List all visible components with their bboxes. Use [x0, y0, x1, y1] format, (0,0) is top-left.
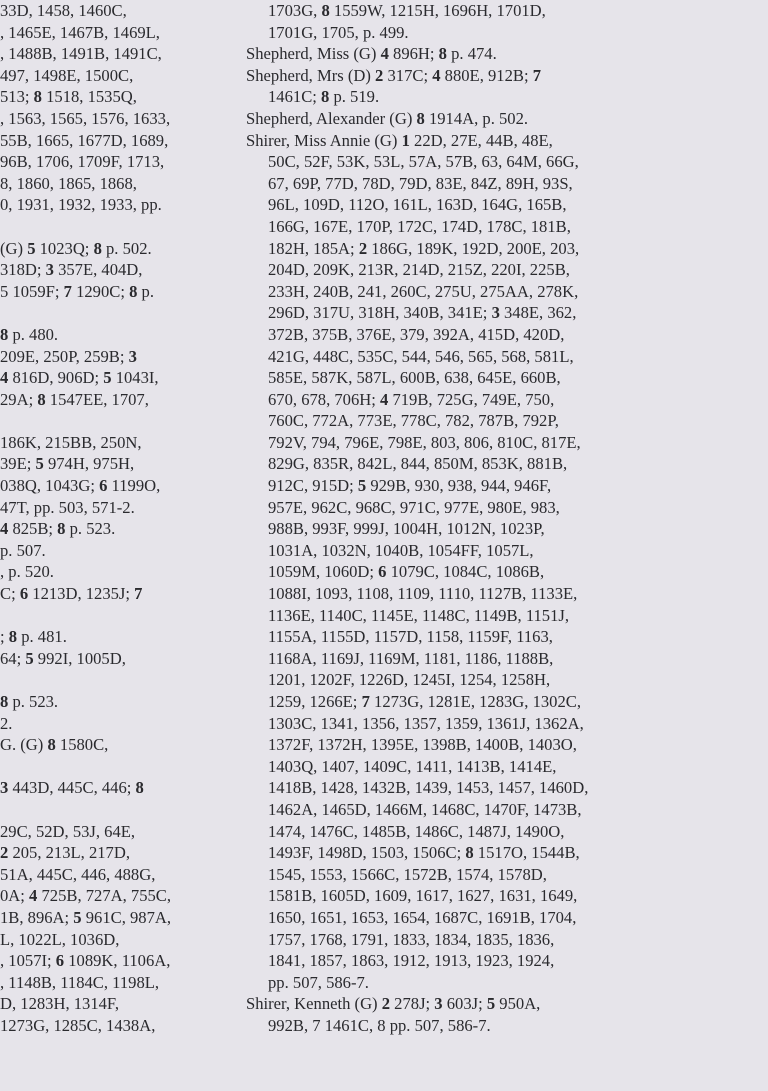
volume-number: 8 — [0, 324, 9, 344]
index-text: 318D; — [0, 260, 46, 280]
index-text: 0A; — [0, 886, 30, 906]
index-text: 1089K, 1106A, — [64, 951, 171, 971]
index-text: 1545, 1553, 1566C, 1572B, 1574, 1578D, — [268, 864, 547, 884]
index-text: 1757, 1768, 1791, 1833, 1834, 1835, 1836, — [268, 929, 555, 949]
volume-number: 5 — [35, 454, 44, 474]
index-entry-heading — [246, 130, 766, 152]
index-text: 1136E, 1140C, 1145E, 1148C, 1149B, 1151J, — [268, 605, 569, 625]
index-text: , 1465E, 1467B, 1469L, — [0, 22, 160, 42]
index-text: 0, 1931, 1932, 1933, pp. — [0, 195, 162, 215]
index-text: 1043I, — [111, 368, 159, 388]
volume-number: 8 — [33, 87, 42, 107]
index-entry-continuation — [246, 475, 766, 497]
index-line — [0, 950, 232, 972]
index-entry-continuation — [246, 518, 766, 540]
index-entry-continuation — [246, 1015, 766, 1037]
volume-number: 8 — [57, 519, 66, 539]
index-entry-continuation — [246, 151, 766, 173]
index-text: 1168A, 1169J, 1169M, 1181, 1186, 1188B, — [268, 648, 554, 668]
index-line — [0, 324, 232, 346]
index-entry-continuation — [246, 238, 766, 260]
index-text: 421G, 448C, 535C, 544, 546, 565, 568, 581L, — [268, 346, 574, 366]
volume-number: 6 — [99, 476, 108, 496]
index-text: G. (G) — [0, 735, 48, 755]
index-text: 296D, 317U, 318H, 340B, 341E; — [268, 303, 492, 323]
index-text: (G) — [0, 238, 28, 258]
volume-number: 6 — [19, 584, 29, 604]
index-text: 1841, 1857, 1863, 1912, 1913, 1923, 1924, — [268, 951, 555, 971]
index-text: 1650, 1651, 1653, 1654, 1687C, 1691B, 1704, — [268, 907, 577, 927]
index-text: , p. 520. — [0, 562, 54, 582]
index-text: 513; — [0, 87, 34, 107]
index-text: pp. 507, 586-7. — [268, 972, 369, 992]
index-line — [0, 799, 232, 821]
volume-number: 8 — [8, 627, 18, 647]
volume-number: 5 — [357, 476, 367, 496]
index-entry-continuation — [246, 929, 766, 951]
index-text: 1079C, 1084C, 1086B, — [386, 562, 545, 582]
index-text: 1701G, 1705, p. 499. — [268, 22, 409, 42]
index-text: , 1488B, 1491B, 1491C, — [0, 44, 162, 64]
index-text: p. 507. — [0, 540, 46, 560]
index-text: 1B, 896A; — [0, 907, 74, 927]
index-entry-continuation — [246, 497, 766, 519]
volume-number: 4 — [29, 886, 38, 906]
index-entry-continuation — [246, 648, 766, 670]
index-line — [0, 842, 232, 864]
index-entry-heading — [246, 43, 766, 65]
index-entry-continuation — [246, 194, 766, 216]
index-entry-continuation — [246, 561, 766, 583]
index-text: 5 — [0, 281, 9, 301]
index-text: 670, 678, 706H; — [268, 389, 381, 409]
index-entry-continuation — [246, 86, 766, 108]
index-line — [0, 864, 232, 886]
index-entry-continuation — [246, 540, 766, 562]
index-text: 1559W, 1215H, 1696H, 1701D, — [329, 1, 546, 20]
index-text: 1290C; — [71, 281, 130, 301]
index-entry-continuation — [246, 713, 766, 735]
index-line — [0, 43, 232, 65]
index-text: 233H, 240B, 241, 260C, 275U, 275AA, 278K, — [268, 281, 579, 301]
index-entry-continuation — [246, 950, 766, 972]
index-text: 55B, 1665, 1677D, 1689, — [0, 130, 169, 150]
index-text: 816D, 906D; — [8, 368, 104, 388]
index-text: 1088I, 1093, 1108, 1109, 1110, 1127B, 1133E, — [268, 584, 578, 604]
index-line — [0, 1015, 232, 1037]
index-line — [0, 389, 232, 411]
index-text: 1461C; — [268, 87, 322, 107]
index-text: 1547EE, 1707, — [45, 389, 149, 409]
index-text: p. 474. — [446, 44, 497, 64]
index-text: 1580C, — [55, 735, 109, 755]
volume-number: 4 — [0, 368, 9, 388]
index-text: 29C, 52D, 53J, 64E, — [0, 821, 136, 841]
index-text: ; — [0, 627, 9, 647]
index-text: 29A; — [0, 389, 38, 409]
index-line — [0, 561, 232, 583]
index-text: 896H; — [388, 44, 439, 64]
index-text: Shirer, Kenneth (G) — [246, 994, 382, 1014]
index-line — [0, 367, 232, 389]
index-text: Shirer, Miss Annie (G) — [246, 130, 402, 150]
index-text: 205, 213L, 217D, — [8, 843, 130, 863]
index-text: 51A, 445C, 446, 488G, — [0, 864, 156, 884]
index-entry-continuation — [246, 281, 766, 303]
volume-number: 8 — [135, 778, 144, 798]
index-text: 278J; — [390, 994, 435, 1014]
index-entry-continuation — [246, 259, 766, 281]
index-text: 829G, 835R, 842L, 844, 850M, 853K, 881B, — [268, 454, 568, 474]
volume-number: 2 — [381, 994, 391, 1014]
index-text: 497, 1498E, 1500C, — [0, 65, 134, 85]
index-text: p. 480. — [8, 324, 59, 344]
index-entry-continuation — [246, 324, 766, 346]
index-entry-continuation — [246, 756, 766, 778]
index-text: 825B; — [8, 519, 58, 539]
index-text: 1703G, — [268, 1, 322, 20]
index-line — [0, 497, 232, 519]
index-entry-continuation — [246, 885, 766, 907]
index-text: 1031A, 1032N, 1040B, 1054FF, 1057L, — [268, 540, 534, 560]
index-text: 992I, 1005D, — [33, 648, 126, 668]
volume-number: 4 — [380, 44, 389, 64]
index-column-right — [246, 0, 766, 1037]
index-text: p. 523. — [8, 692, 59, 711]
index-text: 603J; — [442, 994, 487, 1014]
volume-number: 8 — [416, 108, 425, 128]
index-line — [0, 194, 232, 216]
index-text: 96L, 109D, 112O, 161L, 163D, 164G, 165B, — [268, 195, 567, 215]
index-text: 1273G, 1285C, 1438A, — [0, 1015, 156, 1035]
index-text: 50C, 52F, 53K, 53L, 57A, 57B, 63, 64M, 66G, — [268, 152, 579, 172]
index-line — [0, 65, 232, 87]
index-entry-continuation — [246, 22, 766, 44]
index-text: 1462A, 1465D, 1466M, 1468C, 1470F, 1473B, — [268, 799, 582, 819]
index-text: 988B, 993F, 999J, 1004H, 1012N, 1023P, — [268, 519, 545, 539]
volume-number: 4 — [432, 65, 441, 85]
index-line — [0, 540, 232, 562]
index-text: Shepherd, Alexander (G) — [246, 108, 417, 128]
index-text: p. 523. — [65, 519, 116, 539]
index-text: 39E; — [0, 454, 36, 474]
index-line — [0, 713, 232, 735]
index-text: 1273G, 1281E, 1283G, 1302C, — [369, 692, 581, 711]
index-text: 929B, 930, 938, 944, 946F, — [366, 476, 552, 496]
index-entry-continuation — [246, 410, 766, 432]
index-line — [0, 108, 232, 130]
index-entry-continuation — [246, 389, 766, 411]
volume-number: 8 — [321, 1, 330, 20]
volume-number: 8 — [37, 389, 46, 409]
volume-number: 5 — [73, 907, 82, 927]
index-line — [0, 432, 232, 454]
index-line — [0, 259, 232, 281]
volume-number: 3 — [0, 778, 9, 798]
index-line — [0, 410, 232, 432]
volume-number: 7 — [532, 65, 542, 85]
index-text: 961C, 987A, — [81, 907, 172, 927]
volume-number: 5 — [486, 994, 496, 1014]
index-line — [0, 130, 232, 152]
index-text: Shepherd, Miss (G) — [246, 44, 381, 64]
index-text: 357E, 404D, — [53, 260, 143, 280]
index-text: 67, 69P, 77D, 78D, 79D, 83E, 84Z, 89H, 93S, — [268, 173, 573, 193]
index-text: p. 519. — [329, 87, 380, 107]
index-entry-continuation — [246, 583, 766, 605]
index-text: 166G, 167E, 170P, 172C, 174D, 178C, 181B, — [268, 216, 571, 236]
index-line — [0, 281, 232, 303]
index-text: 1518, 1535Q, — [41, 87, 137, 107]
index-text: 1059F; — [8, 281, 64, 301]
volume-number: 5 — [25, 648, 34, 668]
index-text: , 1148B, 1184C, 1198L, — [0, 972, 160, 992]
volume-number: 4 — [380, 389, 389, 409]
index-text: 1372F, 1372H, 1395E, 1398B, 1400B, 1403O, — [268, 735, 577, 755]
index-text: 950A, — [495, 994, 541, 1014]
index-text: 1493F, 1498D, 1503, 1506C; — [268, 843, 466, 863]
volume-number: 2 — [358, 238, 368, 258]
index-entry-continuation — [246, 821, 766, 843]
index-text: 348E, 362, — [499, 303, 577, 323]
index-entry-continuation — [246, 346, 766, 368]
volume-number: 6 — [378, 562, 387, 582]
volume-number: 3 — [434, 994, 443, 1014]
index-entry-continuation — [246, 669, 766, 691]
volume-number: 7 — [63, 281, 72, 301]
volume-number: 8 — [93, 238, 102, 258]
index-text: 725B, 727A, 755C, — [37, 886, 172, 906]
index-line — [0, 518, 232, 540]
index-text: 1474, 1476C, 1485B, 1486C, 1487J, 1490O, — [268, 821, 565, 841]
index-line — [0, 216, 232, 238]
volume-number: 3 — [491, 303, 500, 323]
volume-number: 7 — [361, 692, 370, 711]
index-line — [0, 22, 232, 44]
index-entry-heading — [246, 65, 766, 87]
index-entry-continuation — [246, 777, 766, 799]
volume-number: 8 — [47, 735, 56, 755]
index-text: p. 502. — [101, 238, 152, 258]
volume-number: 8 — [0, 692, 9, 711]
index-line — [0, 346, 232, 368]
index-entry-heading — [246, 993, 766, 1015]
index-text: L, 1022L, 1036D, — [0, 929, 120, 949]
index-text: p. 481. — [17, 627, 67, 647]
index-line — [0, 734, 232, 756]
index-text: 1303C, 1341, 1356, 1357, 1359, 1361J, 1362A, — [268, 713, 584, 733]
index-text: 1059M, 1060D; — [268, 562, 379, 582]
index-text: 760C, 772A, 773E, 778C, 782, 787B, 792P, — [268, 411, 559, 431]
volume-number: 8 — [438, 44, 447, 64]
volume-number: 5 — [27, 238, 36, 258]
index-entry-continuation — [246, 907, 766, 929]
index-text: p. — [137, 281, 154, 301]
index-line — [0, 993, 232, 1015]
index-text: , 1563, 1565, 1576, 1633, — [0, 108, 171, 128]
index-text: 992B, 7 1461C, 8 pp. 507, 586-7. — [268, 1015, 491, 1035]
index-line — [0, 756, 232, 778]
index-entry-continuation — [246, 734, 766, 756]
index-entry-continuation — [246, 216, 766, 238]
index-line — [0, 907, 232, 929]
index-text: 792V, 794, 796E, 798E, 803, 806, 810C, 817E, — [268, 432, 581, 452]
index-line — [0, 691, 232, 713]
index-line — [0, 151, 232, 173]
index-line — [0, 302, 232, 324]
index-text: 038Q, 1043G; — [0, 476, 100, 496]
index-text: 443D, 445C, 446; — [8, 778, 136, 798]
index-entry-continuation — [246, 173, 766, 195]
volume-number: 8 — [465, 843, 474, 863]
index-line — [0, 626, 232, 648]
volume-number: 3 — [128, 346, 137, 366]
index-text: 204D, 209K, 213R, 214D, 215Z, 220I, 225B, — [268, 260, 570, 280]
index-text: 1201, 1202F, 1226D, 1245I, 1254, 1258H, — [268, 670, 551, 690]
volume-number: 2 — [375, 65, 384, 85]
index-entry-continuation — [246, 367, 766, 389]
index-line — [0, 972, 232, 994]
index-entry-continuation — [246, 626, 766, 648]
index-line — [0, 648, 232, 670]
index-text: 64; — [0, 648, 26, 668]
index-text: 1403Q, 1407, 1409C, 1411, 1413B, 1414E, — [268, 756, 557, 776]
index-text: 186G, 189K, 192D, 200E, 203, — [367, 238, 580, 258]
index-text: 585E, 587K, 587L, 600B, 638, 645E, 660B, — [268, 368, 561, 388]
index-text: 209E, 250P, 259B; — [0, 346, 129, 366]
index-column-left — [0, 0, 232, 1037]
index-entry-continuation — [246, 432, 766, 454]
index-entry-continuation — [246, 864, 766, 886]
index-text: 317C; — [383, 65, 433, 85]
volume-number: 2 — [0, 843, 9, 863]
index-line — [0, 0, 232, 22]
index-line — [0, 238, 232, 260]
index-text: 1259, 1266E; — [268, 692, 362, 711]
index-text: 1581B, 1605D, 1609, 1617, 1627, 1631, 1649, — [268, 886, 578, 906]
index-line — [0, 669, 232, 691]
volume-number: 6 — [55, 951, 65, 971]
index-text: Shepherd, Mrs (D) — [246, 65, 376, 85]
volume-number: 8 — [129, 281, 138, 301]
index-line — [0, 453, 232, 475]
index-text: 372B, 375B, 376E, 379, 392A, 415D, 420D, — [268, 324, 565, 344]
index-text: 719B, 725G, 749E, 750, — [388, 389, 555, 409]
index-text: 1023Q; — [35, 238, 94, 258]
index-text: 957E, 962C, 968C, 971C, 977E, 980E, 983, — [268, 497, 560, 517]
index-line — [0, 583, 232, 605]
volume-number: 8 — [321, 87, 330, 107]
index-text: 2. — [0, 713, 13, 733]
volume-number: 1 — [401, 130, 410, 150]
index-entry-continuation — [246, 0, 766, 22]
volume-number: 5 — [103, 368, 112, 388]
index-entry-continuation — [246, 799, 766, 821]
index-text: 974H, 975H, — [43, 454, 135, 474]
index-line — [0, 173, 232, 195]
index-text: 1418B, 1428, 1432B, 1439, 1453, 1457, 1460D, — [268, 778, 589, 798]
index-entry-continuation — [246, 453, 766, 475]
index-entry-continuation — [246, 972, 766, 994]
index-text: 22D, 27E, 44B, 48E, — [409, 130, 553, 150]
index-text: 1213D, 1235J; — [28, 584, 135, 604]
volume-number: 3 — [45, 260, 54, 280]
index-text: 1517O, 1544B, — [473, 843, 580, 863]
volume-number: 4 — [0, 519, 9, 539]
index-entry-continuation — [246, 842, 766, 864]
index-text: 47T, pp. 503, 571-2. — [0, 497, 135, 517]
index-text: 182H, 185A; — [268, 238, 359, 258]
index-line — [0, 475, 232, 497]
index-line — [0, 777, 232, 799]
index-text: 912C, 915D; — [268, 476, 358, 496]
index-entry-continuation — [246, 691, 766, 713]
index-text: 8, 1860, 1865, 1868, — [0, 173, 137, 193]
index-text: 1155A, 1155D, 1157D, 1158, 1159F, 1163, — [268, 627, 553, 647]
index-line — [0, 86, 232, 108]
index-line — [0, 821, 232, 843]
index-text: 880E, 912B; — [440, 65, 533, 85]
index-text: C; — [0, 584, 20, 604]
index-text: 33D, 1458, 1460C, — [0, 1, 127, 20]
index-entry-continuation — [246, 605, 766, 627]
index-text: 1199O, — [107, 476, 161, 496]
index-line — [0, 885, 232, 907]
index-text: 1914A, p. 502. — [424, 108, 529, 128]
index-line — [0, 929, 232, 951]
index-line — [0, 605, 232, 627]
volume-number: 7 — [134, 584, 143, 604]
index-text: D, 1283H, 1314F, — [0, 994, 119, 1014]
index-text: 96B, 1706, 1709F, 1713, — [0, 152, 165, 172]
index-text: 186K, 215BB, 250N, — [0, 432, 142, 452]
index-text: , 1057I; — [0, 951, 56, 971]
index-entry-heading — [246, 108, 766, 130]
index-entry-continuation — [246, 302, 766, 324]
